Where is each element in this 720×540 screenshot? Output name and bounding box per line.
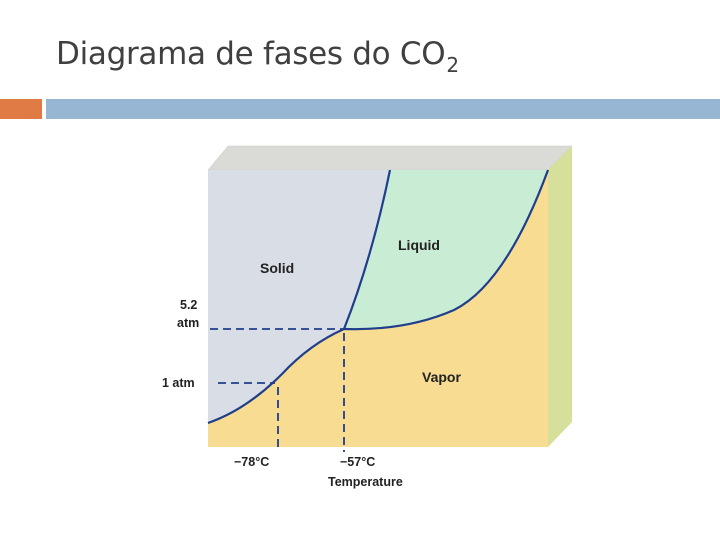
triple-pressure-unit: atm (177, 316, 200, 330)
solid-label: Solid (260, 260, 295, 276)
title-accent-bar-blue (46, 99, 720, 119)
liquid-label: Liquid (398, 237, 440, 253)
diagram-side-face (548, 146, 572, 447)
phase-diagram (150, 140, 590, 500)
diagram-top-face (208, 146, 572, 170)
title-accent-bar-orange (0, 99, 42, 119)
slide-title-subscript: 2 (446, 53, 459, 77)
triple-pressure-value: 5.2 (180, 298, 198, 312)
slide-title-text: Diagrama de fases do CO (56, 36, 446, 72)
slide-title (56, 36, 459, 77)
vapor-label: Vapor (422, 369, 461, 385)
sublimation-temperature-label: −78°C (234, 455, 270, 469)
temperature-axis-label: Temperature (328, 475, 403, 489)
triple-temperature-label: −57°C (340, 455, 376, 469)
one-atm-label: 1 atm (162, 376, 195, 390)
